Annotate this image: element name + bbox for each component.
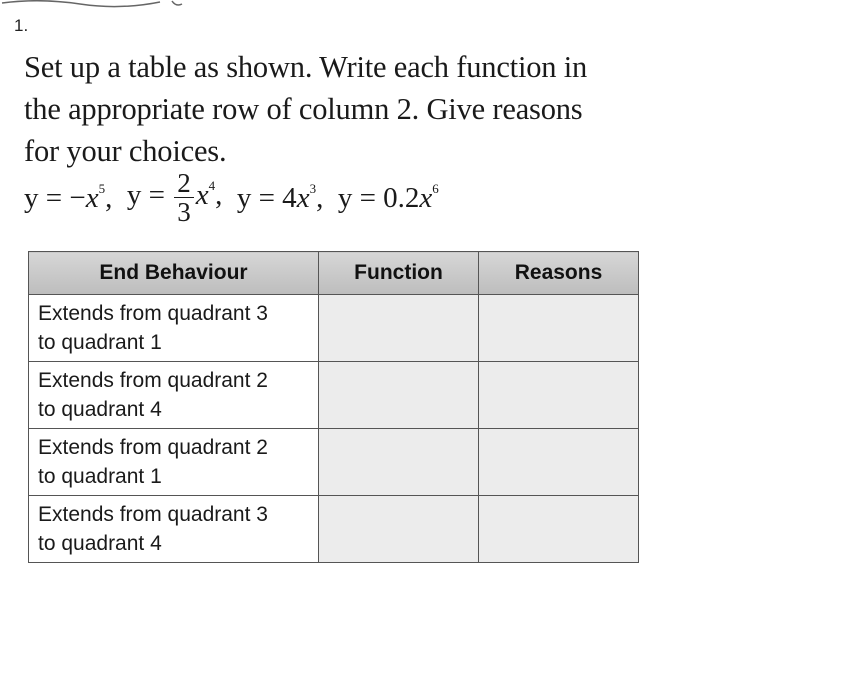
fraction-numerator: 2	[174, 170, 194, 198]
function-prefix: y =	[126, 179, 173, 212]
function-exponent: 5	[98, 180, 106, 196]
table-header-row	[29, 252, 639, 295]
table-row	[29, 429, 639, 496]
end-behaviour-cell	[29, 429, 319, 496]
function-variable: x	[195, 179, 209, 212]
reasons-cell[interactable]	[479, 496, 639, 563]
end-behaviour-cell	[29, 362, 319, 429]
table-row	[29, 496, 639, 563]
function-cell[interactable]	[319, 429, 479, 496]
function-2	[127, 170, 230, 225]
function-separator: ,	[316, 181, 331, 214]
end-behaviour-cell	[29, 295, 319, 362]
cell-line: to quadrant 4	[38, 398, 162, 421]
function-cell[interactable]	[319, 362, 479, 429]
function-separator: ,	[215, 179, 230, 212]
function-variable: x	[85, 181, 99, 214]
function-cell[interactable]	[319, 496, 479, 563]
function-exponent: 4	[208, 178, 216, 194]
cell-line: to quadrant 4	[38, 532, 162, 555]
cell-line: Extends from quadrant 3	[38, 503, 268, 526]
function-prefix: y = −	[24, 181, 86, 214]
cell-line: Extends from quadrant 2	[38, 369, 268, 392]
reasons-cell[interactable]	[479, 362, 639, 429]
instruction-line: for your choices.	[24, 134, 227, 168]
function-prefix: y = 4	[236, 181, 297, 214]
cell-line: to quadrant 1	[38, 331, 162, 354]
question-number: 1.	[14, 16, 29, 35]
functions-list	[24, 170, 439, 232]
fraction	[174, 170, 194, 225]
function-1	[24, 181, 120, 215]
function-variable: x	[419, 181, 433, 214]
header-reasons: Reasons	[479, 252, 639, 295]
function-prefix: y = 0.2	[337, 181, 420, 214]
reasons-cell[interactable]	[479, 429, 639, 496]
header-end-behaviour: End Behaviour	[29, 252, 319, 295]
function-cell[interactable]	[319, 295, 479, 362]
function-exponent: 3	[309, 180, 317, 196]
function-4	[338, 181, 439, 215]
header-function: Function	[319, 252, 479, 295]
fraction-denominator: 3	[177, 197, 191, 227]
function-separator: ,	[105, 181, 120, 214]
function-3	[237, 181, 331, 215]
cell-line: Extends from quadrant 2	[38, 436, 268, 459]
end-behaviour-table	[28, 251, 639, 563]
cropped-previous-content	[0, 0, 230, 8]
end-behaviour-cell	[29, 496, 319, 563]
table-row	[29, 362, 639, 429]
table-row	[29, 295, 639, 362]
cell-line: Extends from quadrant 3	[38, 302, 268, 325]
function-variable: x	[296, 181, 310, 214]
instruction-line: the appropriate row of column 2. Give reasons	[24, 92, 583, 126]
function-exponent: 6	[432, 180, 439, 196]
instructions	[24, 46, 664, 172]
cell-line: to quadrant 1	[38, 465, 162, 488]
instruction-line: Set up a table as shown. Write each function in	[24, 50, 588, 84]
reasons-cell[interactable]	[479, 295, 639, 362]
